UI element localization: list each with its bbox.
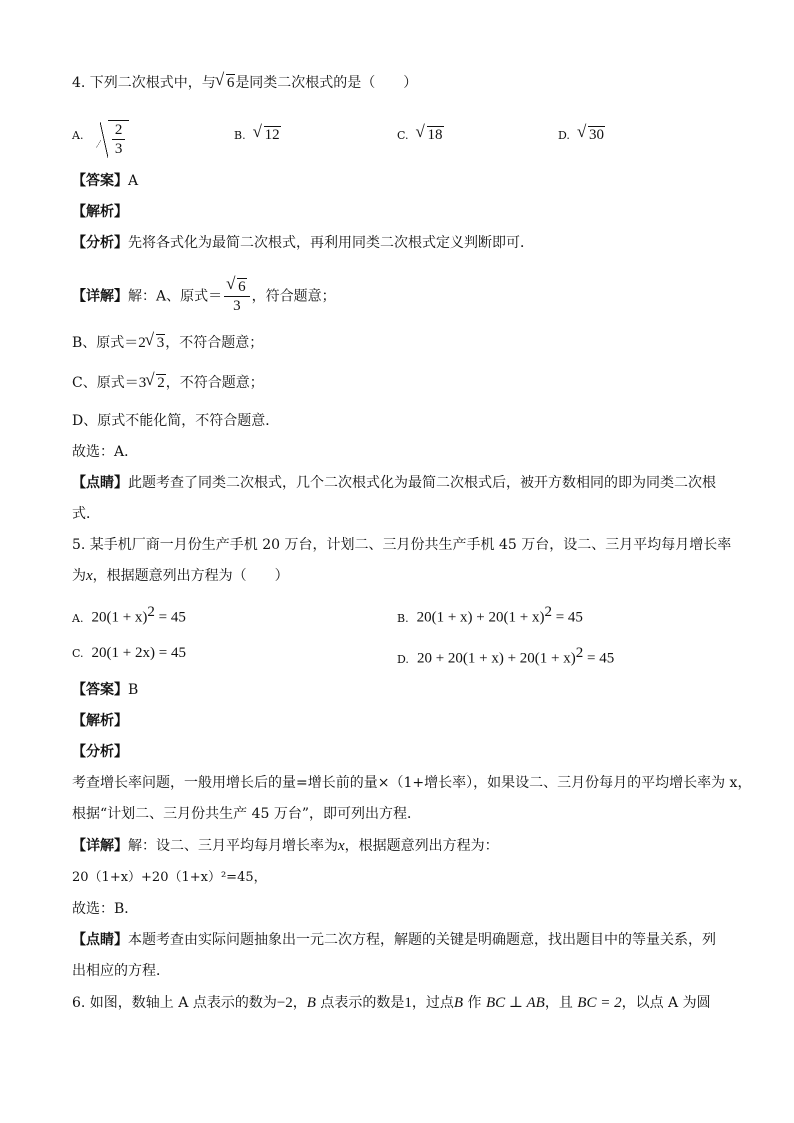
q5-analysis-tag: 【解析】	[72, 713, 128, 729]
option-label: C.	[72, 647, 84, 660]
q4-option-a-math: $\frac{2}{3}$	[96, 112, 130, 158]
q4-detail-d: D、原式不能化简，不符合题意．	[72, 413, 280, 429]
q5-stem-2: 为x，根据题意列出方程为（ ）	[72, 568, 289, 584]
q4-option-d[interactable]	[558, 125, 605, 146]
q5-detail: 【详解】解：设二、三月平均每月增长率为x，根据题意列出方程为：	[72, 838, 499, 854]
q5-answer: 【答案】B	[72, 682, 139, 698]
q4-option-b[interactable]	[234, 125, 281, 146]
q5-option-b[interactable]: B. $20(1 + x) + 20(1 + x)^2 = 45$	[397, 604, 583, 626]
q4-option-a[interactable]	[72, 112, 129, 158]
q4-dianjing: 【点睛】此题考查了同类二次根式，几个二次根式化为最简二次根式后，被开方数相同的即为同类二次根	[72, 475, 716, 491]
q4-detail-c: C、原式＝3√ 2，不符合题意；	[72, 373, 264, 393]
q5-equation: 20（1+x）+20（1+x）²=45，	[72, 870, 267, 885]
q4-stem-text: 4. 下列二次根式中，与	[72, 75, 216, 91]
q5-dianjing-cont: 出相应的方程．	[72, 963, 170, 979]
q4-stem-radical: √ 6	[216, 73, 236, 93]
q4-dianjing-cont: 式．	[72, 506, 100, 522]
q4-choose: 故选：A．	[72, 444, 139, 460]
q5-fenxi-tag: 【分析】	[72, 744, 128, 760]
q4-option-c[interactable]	[397, 125, 444, 146]
option-label: B.	[234, 129, 246, 142]
option-label: A.	[72, 611, 84, 625]
q6-stem: 6. 如图，数轴上 A 点表示的数为−2，B 点表示的数是1，过点B 作 BC ⊥ AB，且 BC = 2，以点 A 为圆	[72, 995, 711, 1011]
q5-choose: 故选：B．	[72, 901, 139, 917]
option-label: D.	[558, 129, 570, 142]
q4-option-c-math: √ 18	[417, 125, 444, 145]
q5-option-c[interactable]: C. 20(1 + 2x) = 45	[72, 645, 186, 661]
q5-fenxi-1: 考查增长率问题，一般用增长后的量=增长前的量×（1+增长率），如果设二、三月份每月的平均增长率为 x，	[72, 775, 752, 791]
option-label: D.	[397, 652, 409, 666]
q5-option-a[interactable]: A. $20(1 + x)^2 = 45$	[72, 604, 186, 626]
q4-detail-a: 【详解】解：A、原式＝ √ $\frac{6}{3}$ ，符合题意；	[72, 278, 336, 315]
q4-stem-text-end: 是同类二次根式的是（ ）	[235, 75, 418, 91]
q5-option-d[interactable]: D. $20 + 20(1 + x) + 20(1 + x)^2 = 45$	[397, 645, 615, 667]
q5-fenxi-2: 根据“计划二、三月份共生产 45 万台”，即可列出方程．	[72, 806, 422, 822]
q4-fenxi: 【分析】先将各式化为最简二次根式，再利用同类二次根式定义判断即可．	[72, 235, 534, 251]
option-label: C.	[397, 129, 409, 142]
q4-detail-b: B、原式＝2√ 3，不符合题意；	[72, 333, 263, 353]
q5-stem-1: 5. 某手机厂商一月份生产手机 20 万台，计划二、三月份共生产手机 45 万台，设二、三月平均每月增长率	[72, 537, 732, 553]
q4-analysis-tag: 【解析】	[72, 204, 128, 220]
q4-option-d-math: √ 30	[578, 125, 605, 145]
q4-answer: 【答案】A	[72, 173, 139, 189]
q4-option-b-math: √ 12	[254, 125, 281, 145]
option-label: A.	[72, 129, 84, 142]
q5-dianjing: 【点睛】本题考查由实际问题抽象出一元二次方程，解题的关键是明确题意，找出题目中的等量关系，列	[72, 932, 716, 948]
option-label: B.	[397, 611, 409, 625]
q4-stem	[72, 73, 417, 93]
